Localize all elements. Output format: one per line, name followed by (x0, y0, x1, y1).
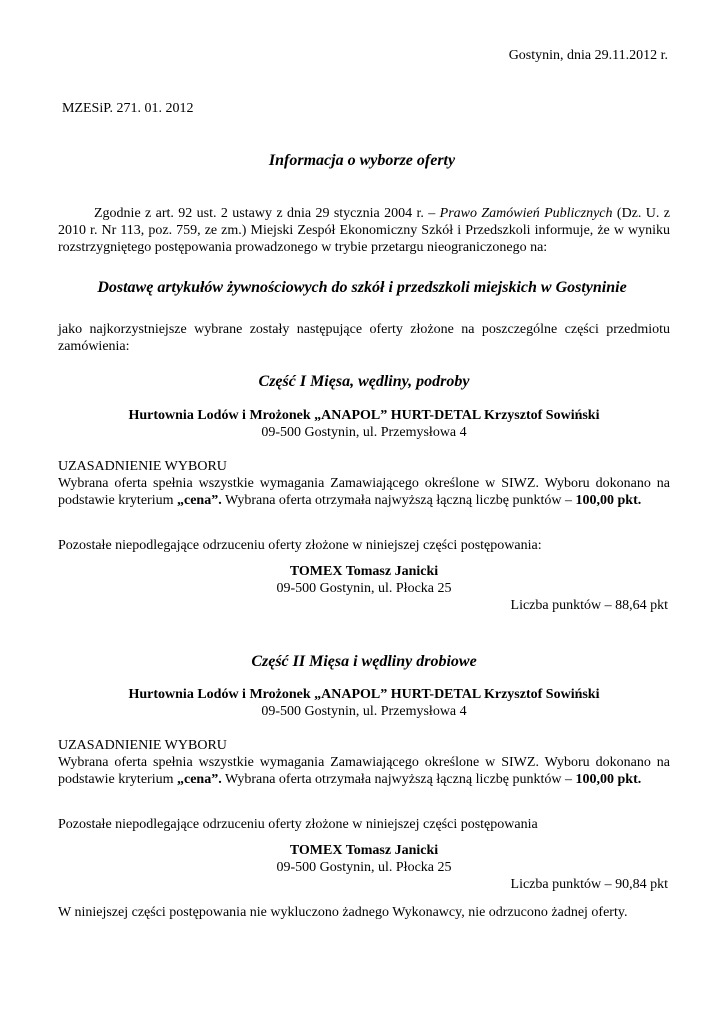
part-2-justification-heading: UZASADNIENIE WYBORU (58, 738, 227, 753)
part-1-winner-name-text: Hurtownia Lodów i Mrożonek „ANAPOL” HURT-DETAL Krzysztof Sowiński (128, 408, 600, 423)
part-2-other-name-text: TOMEX Tomasz Janicki (289, 843, 439, 858)
part-1-justification-text-b: Wybrana oferta otrzymała najwyższą łączną liczbę punktów – (221, 493, 576, 508)
part-1-winner-address: 09-500 Gostynin, ul. Przemysłowa 4 (261, 425, 467, 440)
part-2-other-name (58, 842, 670, 859)
part-1-other-name (58, 563, 670, 580)
part-2-justification (58, 754, 670, 788)
part-1-other-address: 09-500 Gostynin, ul. Płocka 25 (276, 581, 452, 596)
part-1-justification-text-a: Wybrana oferta spełnia wszystkie wymagania Zamawiającego określone w SIWZ. Wyboru dokonano na podstawie kryterium (58, 476, 670, 508)
part-2-criterion: „cena”. (176, 772, 222, 787)
part-2-other-points: Liczba punktów – 90,84 pkt (510, 877, 668, 892)
part-1-others-intro: Pozostałe niepodlegające odrzuceniu oferty złożone w niniejszej części postępowania: (58, 538, 542, 553)
part-2-winner-name-text: Hurtownia Lodów i Mrożonek „ANAPOL” HURT-DETAL Krzysztof Sowiński (128, 687, 600, 702)
part-2-justification-text-b: Wybrana oferta otrzymała najwyższą łączną liczbę punktów – (221, 772, 576, 787)
lead-paragraph: jako najkorzystniejsze wybrane zostały następujące oferty złożone na poszczególne części przedmiotu zamówienia: (58, 322, 670, 354)
document-title: Informacja o wyborze oferty (268, 152, 456, 169)
part-2-winner-address: 09-500 Gostynin, ul. Przemysłowa 4 (261, 704, 467, 719)
part-1-justification-heading: UZASADNIENIE WYBORU (58, 459, 227, 474)
part-1-other-points: Liczba punktów – 88,64 pkt (510, 598, 668, 613)
part-2-points: 100,00 pkt. (575, 772, 642, 787)
part-2-title: Część II Mięsa i wędliny drobiowe (251, 653, 477, 670)
part-1-title: Część I Mięsa, wędliny, podroby (258, 373, 470, 390)
part-1-points: 100,00 pkt. (575, 493, 642, 508)
part-2-winner-name (58, 686, 670, 703)
part-1-other-name-text: TOMEX Tomasz Janicki (289, 564, 439, 579)
part-2-other-address: 09-500 Gostynin, ul. Płocka 25 (276, 860, 452, 875)
part-1-justification (58, 475, 670, 509)
part-1-winner-name (58, 407, 670, 424)
part-2-justification-text-a: Wybrana oferta spełnia wszystkie wymagania Zamawiającego określone w SIWZ. Wyboru dokonano na podstawie kryterium (58, 755, 670, 787)
document-date: Gostynin, dnia 29.11.2012 r. (508, 48, 668, 63)
intro-text-1: Zgodnie z art. 92 ust. 2 ustawy z dnia 29 stycznia 2004 r. – (94, 206, 440, 221)
procurement-subject: Dostawę artykułów żywnościowych do szkół i przedszkoli miejskich w Gostyninie (97, 279, 627, 296)
part-1-criterion: „cena”. (176, 493, 222, 508)
law-name: Prawo Zamówień Publicznych (439, 206, 613, 221)
closing-statement: W niniejszej części postępowania nie wykluczono żadnego Wykonawcy, nie odrzucono żadnej oferty. (58, 905, 628, 920)
part-2-others-intro: Pozostałe niepodlegające odrzuceniu oferty złożone w niniejszej części postępowania (58, 817, 538, 832)
reference-number: MZESiP. 271. 01. 2012 (62, 101, 194, 116)
intro-paragraph (58, 205, 670, 256)
intro-text-2: (Dz. U. z 2010 r. Nr 113, poz. 759, ze zm.) Miejski Zespół Ekonomiczny Szkół i Przedszkoli informuje, że w wyniku rozstrzygniętego postępowania prowadzonego w trybie przetargu nieograniczonego na: (58, 206, 670, 255)
